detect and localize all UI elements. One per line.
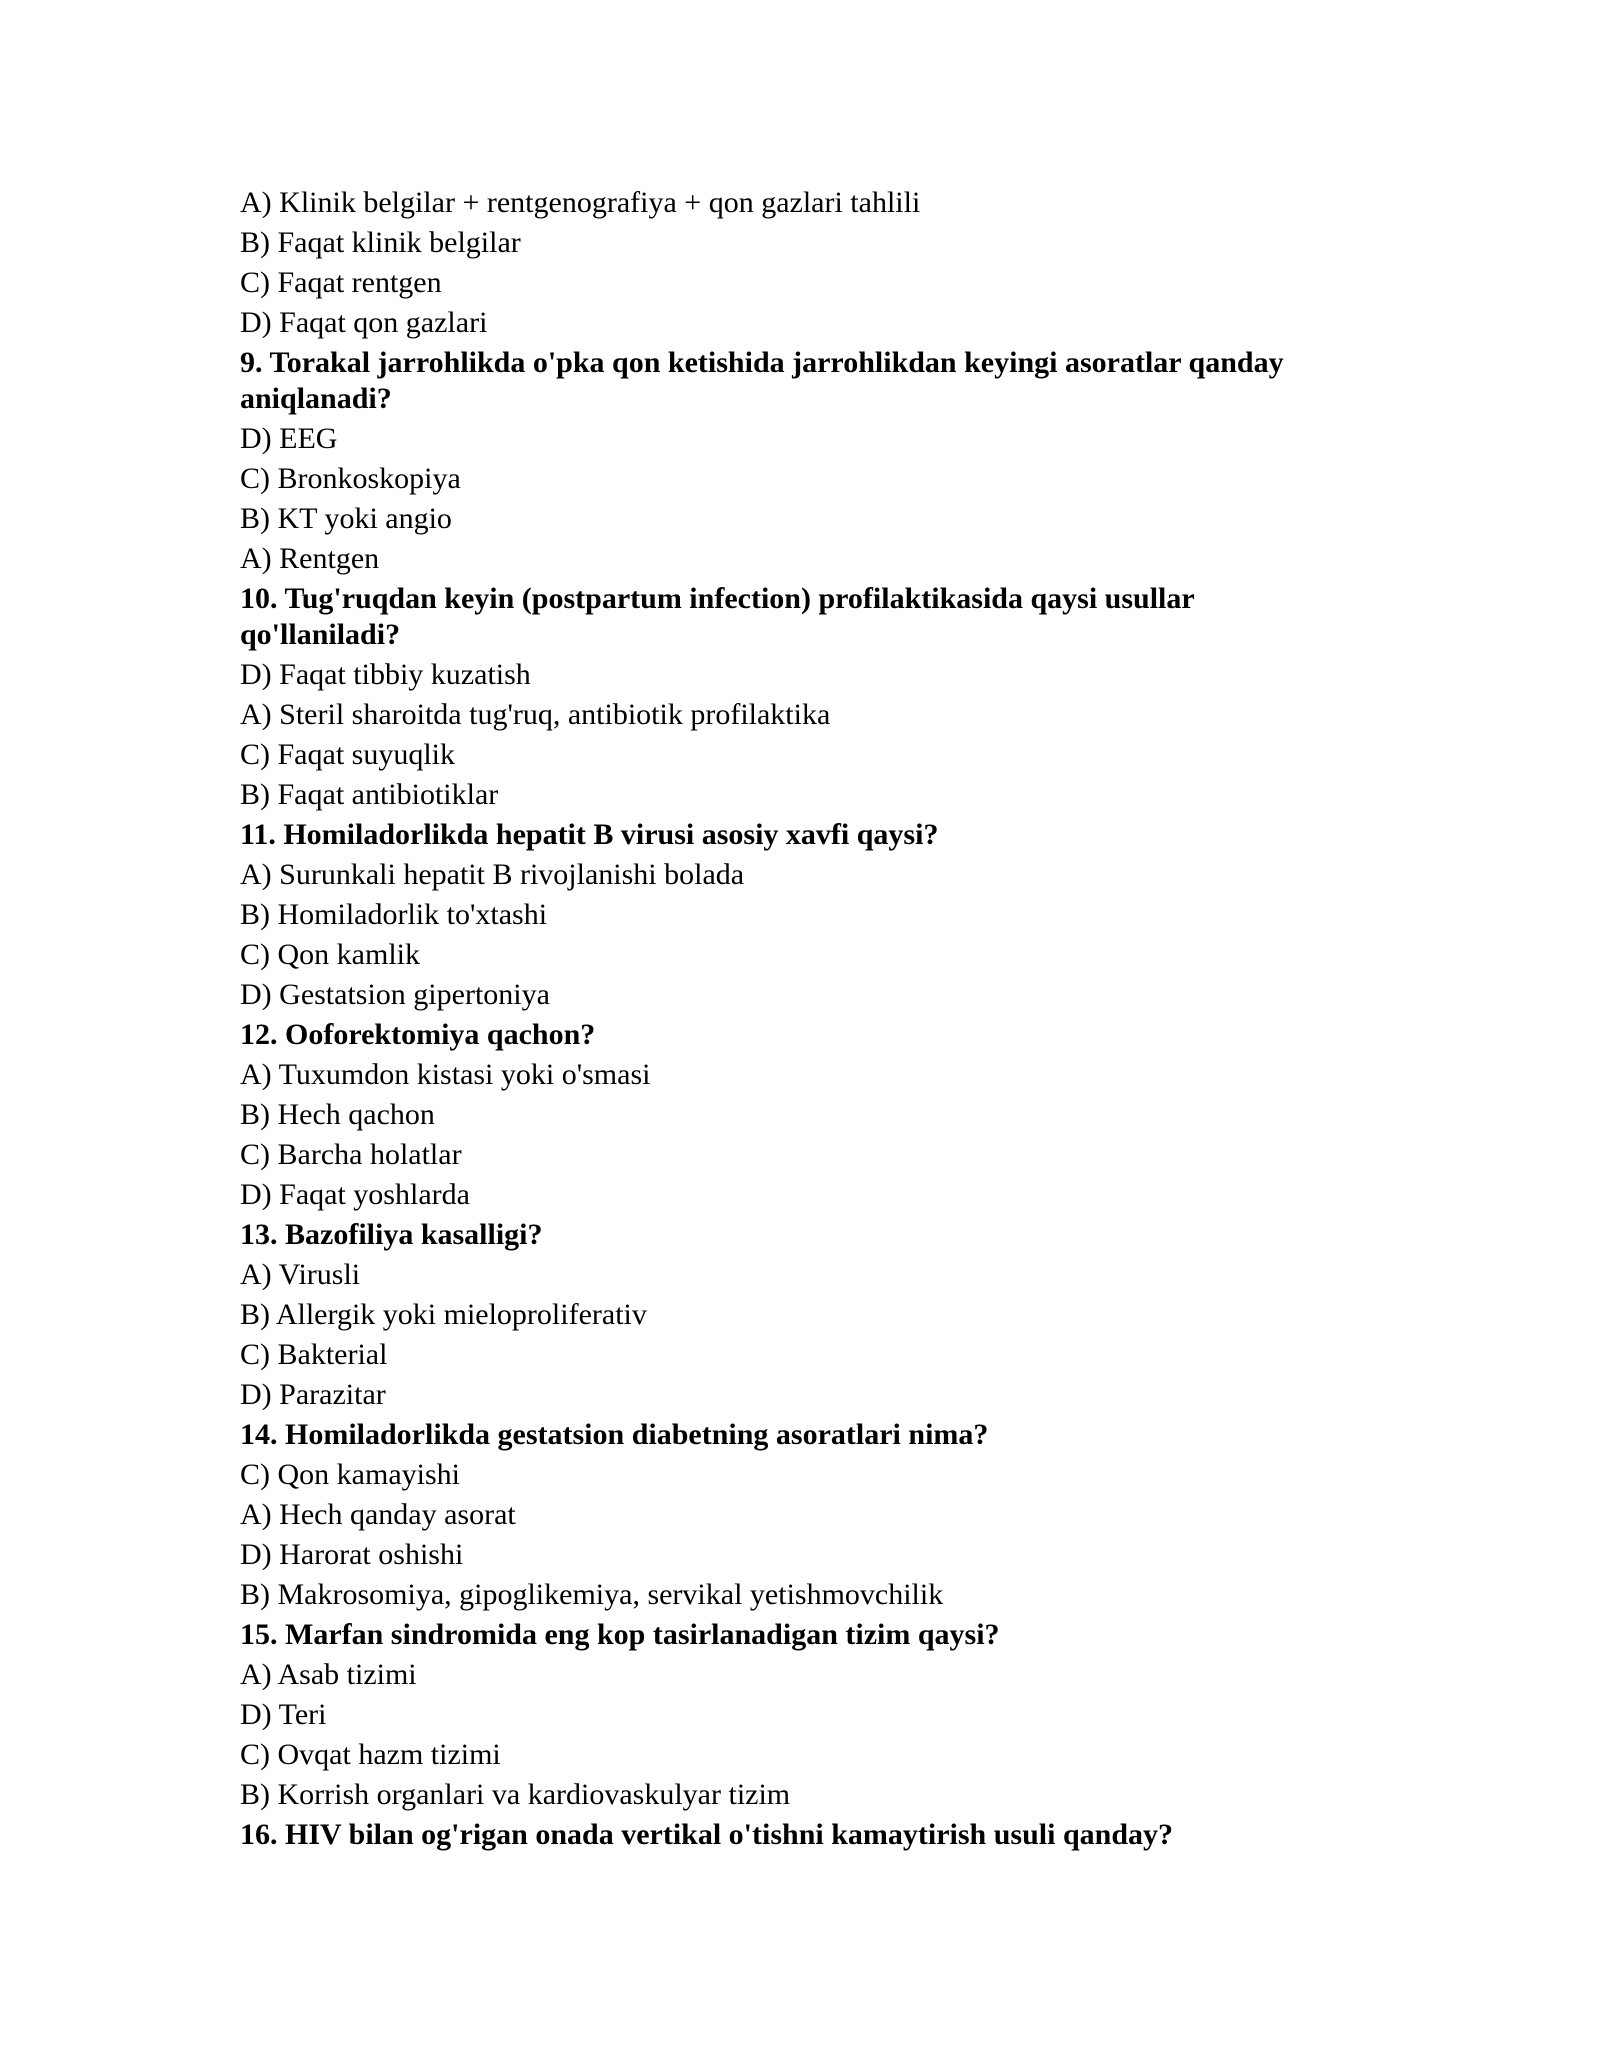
- answer-option: D) Teri: [240, 1698, 327, 1731]
- question-heading: 9. Torakal jarrohlikda o'pka qon ketishida jarrohlikdan keyingi asoratlar qanday aniqlanadi?: [240, 346, 1284, 415]
- question-heading: 16. HIV bilan og'rigan onada vertikal o'tishni kamaytirish usuli qanday?: [240, 1818, 1174, 1851]
- answer-option: C) Ovqat hazm tizimi: [240, 1738, 501, 1771]
- answer-option: C) Qon kamayishi: [240, 1458, 460, 1491]
- answer-option: D) EEG: [240, 422, 338, 455]
- question-heading: 14. Homiladorlikda gestatsion diabetning asoratlari nima?: [240, 1418, 989, 1451]
- question-heading: 11. Homiladorlikda hepatit B virusi asosiy xavfi qaysi?: [240, 818, 939, 851]
- answer-option: B) Faqat klinik belgilar: [240, 226, 521, 259]
- answer-option: B) Allergik yoki mieloproliferativ: [240, 1298, 647, 1331]
- answer-option: C) Bakterial: [240, 1338, 388, 1371]
- question-heading: 12. Ooforektomiya qachon?: [240, 1018, 596, 1051]
- answer-option: A) Klinik belgilar + rentgenografiya + qon gazlari tahlili: [240, 186, 921, 219]
- answer-option: B) KT yoki angio: [240, 502, 452, 535]
- answer-option: C) Faqat suyuqlik: [240, 738, 455, 771]
- document-body: [240, 183, 1370, 1855]
- answer-option: B) Korrish organlari va kardiovaskulyar tizim: [240, 1778, 791, 1811]
- answer-option: A) Surunkali hepatit B rivojlanishi bolada: [240, 858, 745, 891]
- answer-option: C) Bronkoskopiya: [240, 462, 461, 495]
- answer-option: C) Qon kamlik: [240, 938, 420, 971]
- answer-option: D) Faqat yoshlarda: [240, 1178, 470, 1211]
- answer-option: C) Faqat rentgen: [240, 266, 442, 299]
- answer-option: D) Faqat tibbiy kuzatish: [240, 658, 531, 691]
- answer-option: D) Faqat qon gazlari: [240, 306, 488, 339]
- answer-option: D) Gestatsion gipertoniya: [240, 978, 550, 1011]
- answer-option: C) Barcha holatlar: [240, 1138, 462, 1171]
- question-heading: 10. Tug'ruqdan keyin (postpartum infection) profilaktikasida qaysi usullar qo'llaniladi?: [240, 582, 1195, 651]
- answer-option: A) Steril sharoitda tug'ruq, antibiotik profilaktika: [240, 698, 831, 731]
- question-heading: 13. Bazofiliya kasalligi?: [240, 1218, 543, 1251]
- answer-option: A) Asab tizimi: [240, 1658, 417, 1691]
- answer-option: B) Homiladorlik to'xtashi: [240, 898, 548, 931]
- question-heading: 15. Marfan sindromida eng kop tasirlanadigan tizim qaysi?: [240, 1618, 1000, 1651]
- answer-option: A) Virusli: [240, 1258, 361, 1291]
- answer-option: B) Hech qachon: [240, 1098, 435, 1131]
- answer-option: A) Hech qanday asorat: [240, 1498, 516, 1531]
- answer-option: A) Tuxumdon kistasi yoki o'smasi: [240, 1058, 651, 1091]
- answer-option: B) Makrosomiya, gipoglikemiya, servikal yetishmovchilik: [240, 1578, 944, 1611]
- answer-option: A) Rentgen: [240, 542, 380, 575]
- answer-option: D) Parazitar: [240, 1378, 386, 1411]
- answer-option: B) Faqat antibiotiklar: [240, 778, 499, 811]
- answer-option: D) Harorat oshishi: [240, 1538, 464, 1571]
